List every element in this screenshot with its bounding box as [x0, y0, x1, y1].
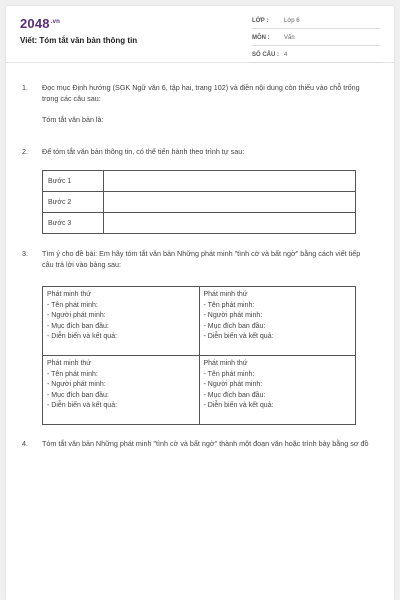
cell-field: - Mục đích ban đầu: [47, 391, 109, 399]
answer-prompt: Tóm tắt văn bản là: [42, 115, 104, 124]
cell-field: - Mục đích ban đầu: [47, 322, 109, 330]
invention-cell[interactable] [199, 356, 356, 425]
invention-cell[interactable] [43, 287, 200, 356]
question-number: 3. [22, 249, 28, 258]
table-row [43, 192, 356, 213]
cell-field: - Người phát minh: [47, 312, 106, 319]
cell-heading: Phát minh thứ [47, 291, 91, 298]
question-1 [22, 82, 372, 125]
cell-heading: Phát minh thứ [203, 360, 248, 367]
meta-info [252, 14, 380, 65]
meta-class-row [252, 14, 380, 29]
invention-table [42, 286, 356, 425]
question-3 [22, 248, 372, 270]
step-answer-cell[interactable] [104, 213, 356, 234]
step-answer-cell[interactable] [104, 192, 356, 213]
meta-class-value: Lớp 6 [284, 18, 300, 24]
steps-table [42, 170, 356, 234]
question-text: Tìm ý cho đề bài: Em hãy tóm tắt văn bản Những phát minh "tình cờ và bất ngờ" bằng cách viết tiếp câu trả lời vào bảng sau: [42, 249, 361, 269]
cell-field: - Người phát minh: [203, 381, 263, 388]
cell-field: - Người phát minh: [47, 381, 106, 388]
table-row [43, 171, 356, 192]
cell-field: - Tên phát minh: [203, 370, 255, 378]
table-row [43, 356, 356, 425]
meta-count-value: 4 [284, 52, 288, 58]
meta-count-row [252, 48, 380, 63]
worksheet-page [6, 6, 394, 600]
question-number: 2. [22, 147, 28, 156]
cell-field: - Diễn biến và kết quả: [47, 402, 118, 409]
cell-field: - Mục đích ban đầu: [203, 391, 266, 399]
meta-subject-value: Văn [284, 35, 295, 41]
cell-field: - Diễn biến và kết quả: [203, 333, 274, 340]
meta-subject-row [252, 31, 380, 46]
cell-heading: Phát minh thứ [47, 360, 91, 367]
question-2 [22, 146, 372, 157]
invention-cell[interactable] [43, 356, 200, 425]
question-number: 4. [22, 439, 28, 448]
meta-count-label: SỐ CÂU : [252, 52, 279, 58]
table-row [43, 287, 356, 356]
question-4 [22, 438, 372, 449]
step-label: Bước 2 [43, 192, 104, 213]
cell-field: - Tên phát minh: [47, 301, 98, 309]
step-answer-cell[interactable] [104, 171, 356, 192]
cell-field: - Người phát minh: [203, 312, 263, 319]
page-header [6, 6, 394, 63]
step-label: Bước 1 [43, 171, 104, 192]
document-title: Viết: Tóm tắt văn bản thông tin [20, 36, 138, 45]
cell-field: - Mục đích ban đầu: [203, 322, 266, 330]
question-number: 1. [22, 83, 28, 92]
question-text: Để tóm tắt văn bản thông tin, có thể tiến hành theo trình tự sau: [42, 147, 245, 156]
cell-heading: Phát minh thứ [203, 291, 248, 298]
meta-class-label: LỚP : [252, 18, 269, 24]
invention-cell[interactable] [199, 287, 356, 356]
table-row [43, 213, 356, 234]
cell-field: - Diễn biến và kết quả: [203, 402, 274, 409]
site-logo[interactable]: $2048^{.vn}$ [20, 16, 61, 31]
question-text: Tóm tắt văn bản Những phát minh "tình cờ và bất ngờ" thành một đoạn văn hoặc trình bày bằng sơ đồ [42, 439, 369, 448]
cell-field: - Tên phát minh: [203, 301, 255, 309]
question-text: Đọc mục Định hướng (SGK Ngữ văn 6, tập hai, trang 102) và điền nội dung còn thiếu vào chỗ trống trong các câu sau: [42, 83, 360, 103]
step-label: Bước 3 [43, 213, 104, 234]
cell-field: - Diễn biến và kết quả: [47, 333, 118, 340]
meta-subject-label: MÔN : [252, 35, 270, 41]
cell-field: - Tên phát minh: [47, 370, 98, 378]
